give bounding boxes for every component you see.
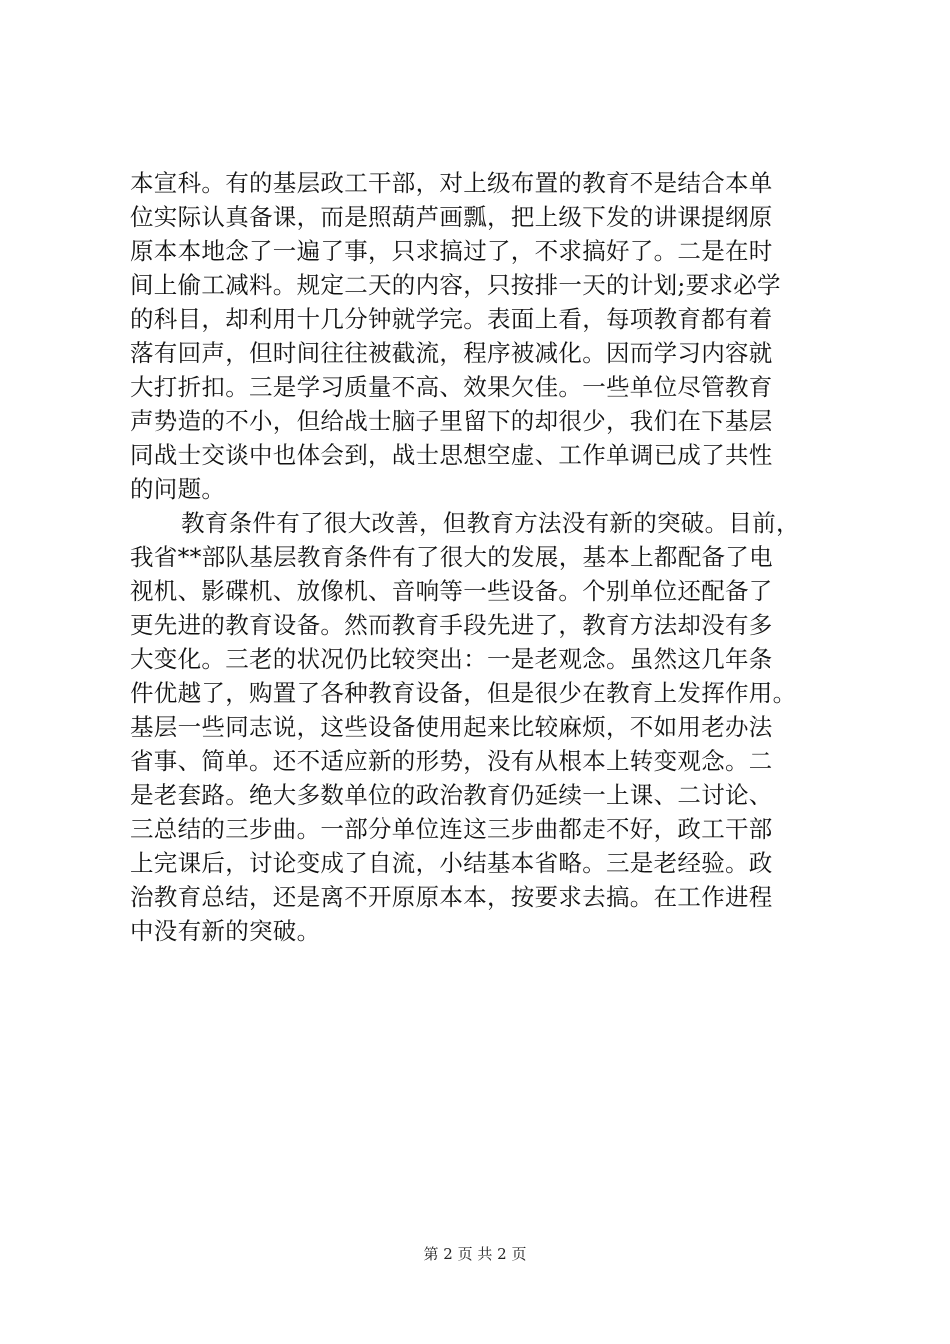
paragraph-2 [130,506,830,948]
text-line: 上完课后，讨论变成了自流，小结基本省略。三是老经验。政 [130,849,773,877]
text-line: 视机、影碟机、放像机、音响等一些设备。个别单位还配备了 [130,577,773,605]
text-line: 声势造的不小，但给战士脑子里留下的却很少，我们在下基层 [130,407,773,435]
text-line: 基层一些同志说，这些设备使用起来比较麻烦，不如用老办法 [130,713,773,741]
paragraph-1 [130,166,830,506]
text-line: 位实际认真备课，而是照葫芦画瓢，把上级下发的讲课提纲原 [130,203,773,231]
text-line: 我省**部队基层教育条件有了很大的发展，基本上都配备了电 [130,543,773,571]
text-line: 件优越了，购置了各种教育设备，但是很少在教育上发挥作用。 [130,679,797,707]
text-line: 落有回声，但时间往往被截流，程序被减化。因而学习内容就 [130,339,773,367]
text-line: 大打折扣。三是学习质量不高、效果欠佳。一些单位尽管教育 [130,373,773,401]
text-line: 大变化。三老的状况仍比较突出：一是老观念。虽然这几年条 [130,645,773,673]
text-line: 更先进的教育设备。然而教育手段先进了，教育方法却没有多 [130,611,773,639]
body-text [130,166,830,948]
text-line: 的科目，却利用十几分钟就学完。表面上看，每项教育都有着 [130,305,773,333]
text-line: 是老套路。绝大多数单位的政治教育仍延续一上课、二讨论、 [130,781,773,809]
text-line: 本宣科。有的基层政工干部，对上级布置的教育不是结合本单 [130,169,773,197]
text-line: 三总结的三步曲。一部分单位连这三步曲都走不好，政工干部 [130,815,773,843]
text-line: 间上偷工减料。规定二天的内容，只按排一天的计划;要求必学 [130,271,781,299]
text-line: 的问题。 [130,475,226,503]
text-line: 原本本地念了一遍了事，只求搞过了，不求搞好了。二是在时 [130,237,773,265]
text-line: 治教育总结，还是离不开原原本本，按要求去搞。在工作进程 [130,883,773,911]
text-line: 教育条件有了很大改善，但教育方法没有新的突破。目前， [181,509,800,537]
text-line: 省事、简单。还不适应新的形势，没有从根本上转变观念。二 [130,747,773,775]
page-number-footer: 第 2 页 共 2 页 [423,1245,527,1263]
text-line: 中没有新的突破。 [130,917,321,945]
text-line: 同战士交谈中也体会到，战士思想空虚、工作单调已成了共性 [130,441,773,469]
